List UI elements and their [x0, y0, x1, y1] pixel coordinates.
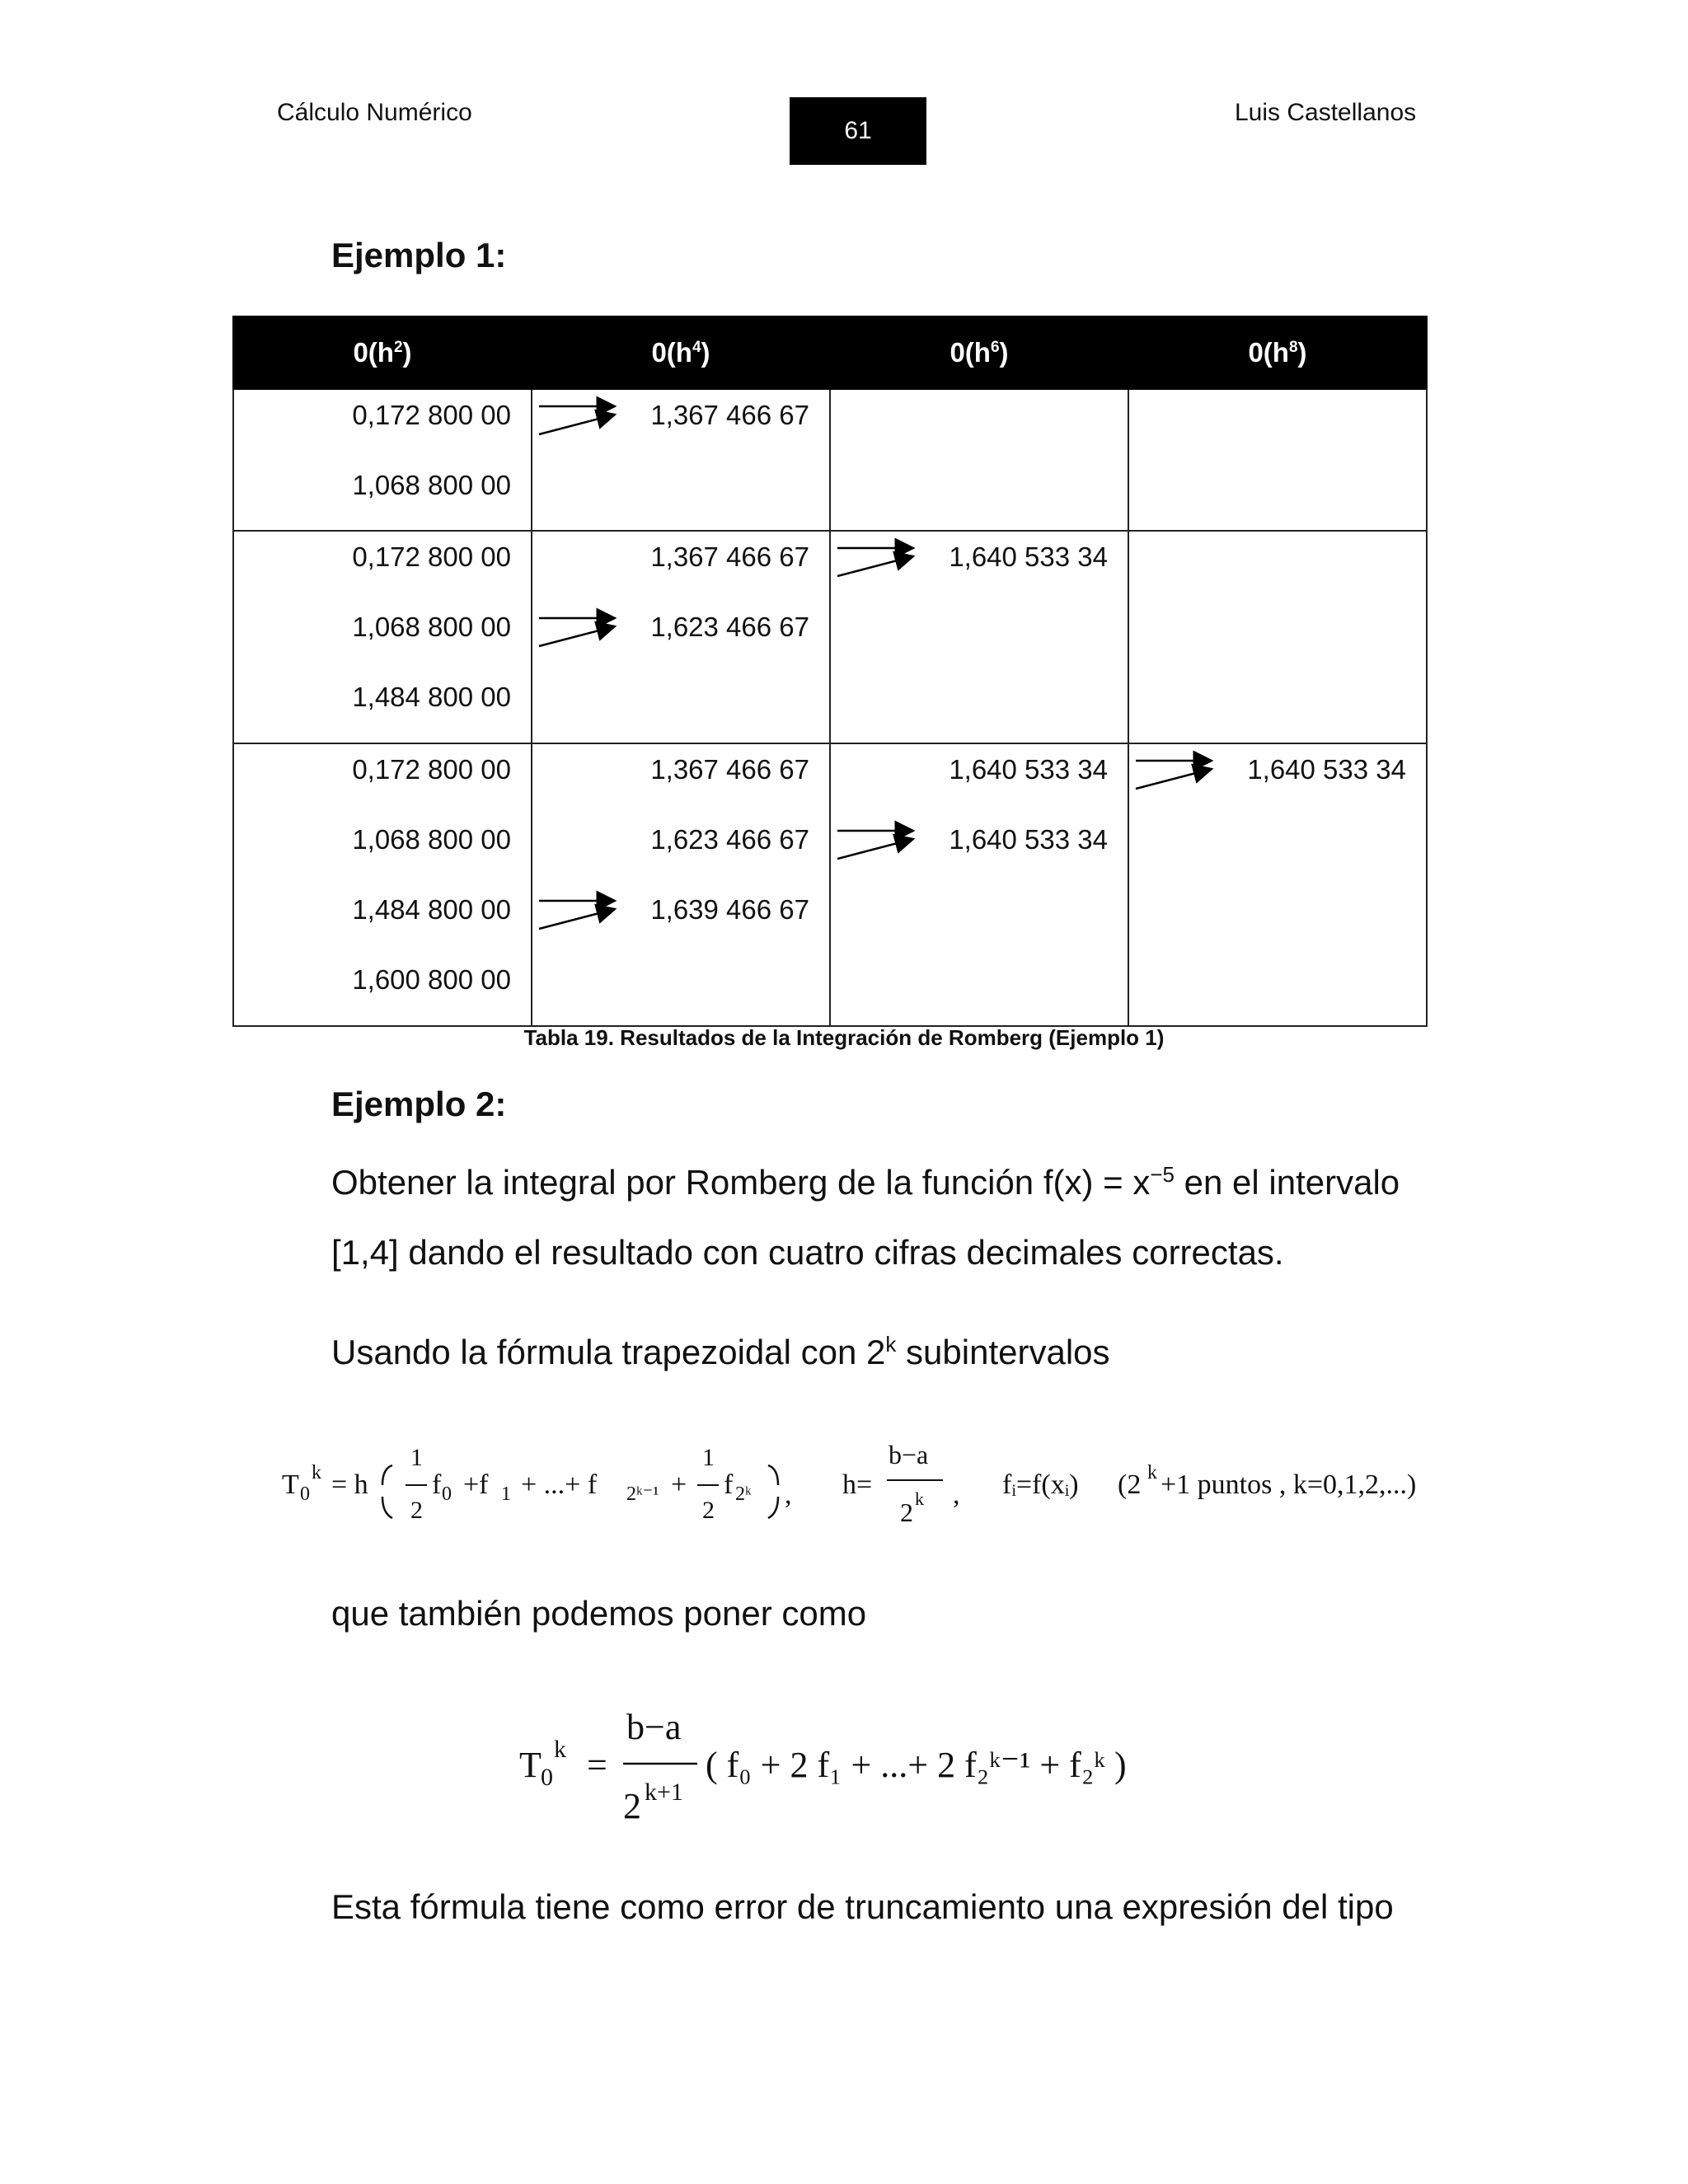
cell-value: 1,640 533 34 [949, 754, 1108, 785]
column-header-h8: $0(h^8)$ [1128, 316, 1427, 389]
cell-value: 1,639 466 67 [650, 894, 809, 925]
paragraph-problem-line1: Obtener la integral por Romberg de la función $f(x) = x^{-5}$ en el intervalo [331, 1162, 1400, 1202]
header-right-author: Luis Castellanos [1235, 99, 1417, 126]
svg-text:k: k [312, 1462, 321, 1483]
paragraph-alternative: que también podemos poner como [331, 1594, 867, 1633]
cell-value: 1,367 466 67 [650, 400, 809, 430]
table-cell [532, 743, 830, 1026]
romberg-arrow-icon [537, 602, 620, 651]
svg-text:2: 2 [702, 1497, 715, 1524]
svg-text:k: k [915, 1488, 924, 1509]
romberg-arrow-icon [836, 814, 918, 864]
svg-text:T: T [519, 1745, 542, 1785]
svg-text:f: f [724, 1469, 734, 1500]
table-cell [830, 743, 1128, 1026]
table-caption: Tabla 19. Resultados de la Integración de Romberg (Ejemplo 1) [523, 1025, 1165, 1050]
example2-heading: Ejemplo 2: [331, 1085, 507, 1123]
table-header-row [233, 316, 1427, 389]
cell-value: 1,068 800 00 [352, 824, 511, 855]
svg-text:0: 0 [300, 1483, 310, 1505]
table-row [233, 743, 1427, 1026]
svg-text:b−a: b−a [889, 1440, 929, 1469]
cell-value: 0,172 800 00 [352, 754, 511, 785]
svg-text:2: 2 [410, 1497, 423, 1524]
column-header-h6: $0(h^6)$ [830, 316, 1128, 389]
romberg-table [232, 316, 1428, 1027]
romberg-arrow-icon [537, 390, 620, 439]
svg-text:b−a: b−a [626, 1707, 682, 1747]
paragraph-problem-line2: [1,4] dando el resultado con cuatro cifras decimales correctas. [331, 1233, 1284, 1272]
cell-value: 1,623 466 67 [650, 824, 809, 855]
svg-text:,: , [785, 1479, 792, 1510]
cell-value: 0,172 800 00 [352, 541, 511, 572]
table-cell [1128, 389, 1427, 531]
svg-text:1: 1 [702, 1444, 715, 1471]
svg-text:fᵢ=f(xᵢ): fᵢ=f(xᵢ) [1002, 1469, 1079, 1500]
cell-value: 1,623 466 67 [650, 612, 809, 642]
table-cell [1128, 531, 1427, 743]
svg-text:= h: = h [331, 1469, 368, 1500]
cell-value: 1,600 800 00 [352, 964, 511, 995]
paragraph-trapezoidal: Usando la fórmula trapezoidal con 2$^k$ subintervalos [331, 1332, 1110, 1371]
svg-text:1: 1 [410, 1444, 423, 1471]
page-number-box [790, 97, 926, 165]
svg-text:2ᵏ: 2ᵏ [735, 1483, 752, 1505]
trapezoidal-formula [277, 1426, 1505, 1541]
svg-text:0: 0 [541, 1764, 553, 1791]
romberg-arrow-icon [836, 532, 918, 581]
paragraph-truncation-error: Esta fórmula tiene como error de truncamiento una expresión del tipo [331, 1887, 1394, 1926]
table-row [233, 389, 1427, 531]
example1-heading: Ejemplo 1: [331, 236, 507, 274]
column-header-h4: $0(h^4)$ [532, 316, 830, 389]
cell-value: 1,068 800 00 [352, 612, 511, 642]
romberg-arrow-icon [1134, 744, 1217, 794]
table-cell [830, 531, 1128, 743]
cell-value: 0,172 800 00 [352, 400, 511, 430]
svg-text:+1 puntos , k=0,1,2,...): +1 puntos , k=0,1,2,...) [1160, 1469, 1417, 1500]
table-row [233, 531, 1427, 743]
table-cell [233, 531, 532, 743]
svg-text:2: 2 [623, 1786, 641, 1826]
cell-value: 1,640 533 34 [949, 824, 1108, 855]
svg-text:=: = [587, 1745, 607, 1785]
svg-text:f: f [432, 1469, 442, 1500]
cell-value: 1,367 466 67 [650, 541, 809, 572]
svg-text:+: + [671, 1469, 687, 1500]
svg-text:,: , [953, 1479, 960, 1510]
cell-value: 1,640 533 34 [1247, 754, 1406, 785]
svg-text:k: k [554, 1736, 566, 1763]
cell-value: 1,484 800 00 [352, 894, 511, 925]
cell-value: 1,367 466 67 [650, 754, 809, 785]
svg-text:+f: +f [463, 1469, 489, 1500]
column-header-h2: $0(h^2)$ [233, 316, 532, 389]
table-cell [830, 389, 1128, 531]
svg-text:1: 1 [501, 1483, 511, 1505]
page-number: 61 [844, 117, 872, 144]
cell-value: 1,068 800 00 [352, 470, 511, 500]
table-cell [233, 743, 532, 1026]
svg-text:h=: h= [842, 1469, 873, 1500]
svg-text:+ ...+ f: + ...+ f [521, 1469, 598, 1500]
svg-text:k: k [1147, 1462, 1157, 1483]
svg-text:( f₀ + 2 f₁ + ...+ 2 f₂ᵏ⁻¹ + f: ( f₀ + 2 f₁ + ...+ 2 f₂ᵏ⁻¹ + f₂ᵏ ) [706, 1745, 1127, 1785]
cell-value: 1,640 533 34 [949, 541, 1108, 572]
svg-text:2: 2 [900, 1497, 913, 1527]
table-cell [1128, 743, 1427, 1026]
svg-text:2ᵏ⁻¹: 2ᵏ⁻¹ [626, 1483, 659, 1505]
svg-text:0: 0 [442, 1483, 452, 1505]
trapezoidal-formula-compact [511, 1690, 1253, 1838]
table-cell [532, 389, 830, 531]
svg-text:(2: (2 [1118, 1469, 1142, 1500]
table-cell [532, 531, 830, 743]
romberg-arrow-icon [537, 884, 620, 934]
table-cell [233, 389, 532, 531]
cell-value: 1,484 800 00 [352, 682, 511, 712]
svg-text:T: T [282, 1469, 299, 1500]
svg-text:k+1: k+1 [645, 1779, 683, 1806]
header-left-title: Cálculo Numérico [277, 99, 472, 126]
